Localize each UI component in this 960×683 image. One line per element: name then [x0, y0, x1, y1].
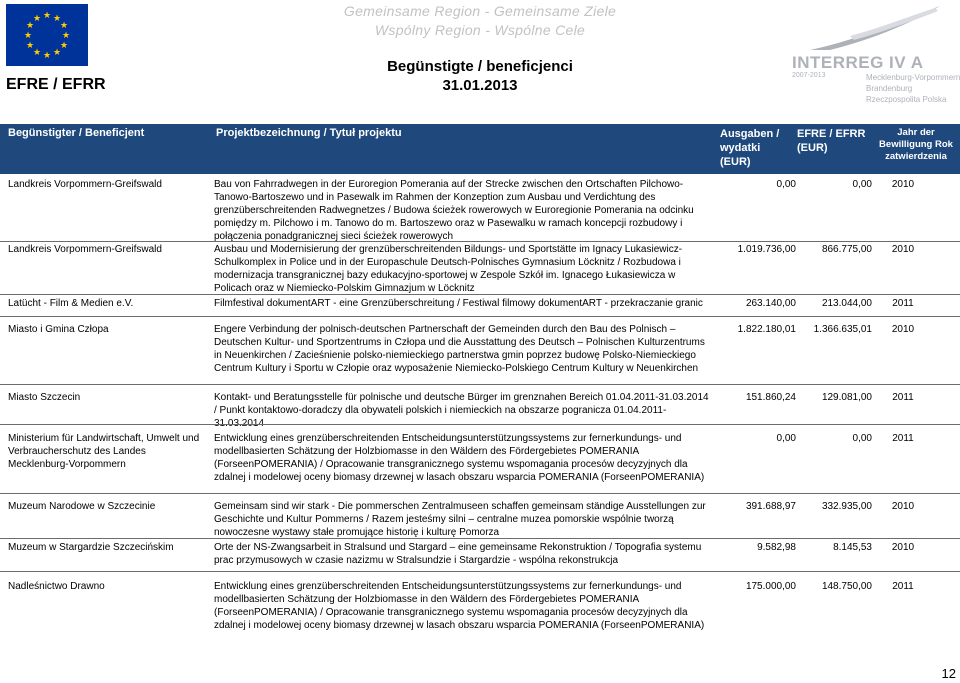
efre-label: EFRE / EFRR [6, 76, 106, 93]
cell-beneficiary: Miasto i Gmina Człopa [8, 324, 109, 335]
cell-beneficiary: Miasto Szczecin [8, 392, 81, 403]
cell-year: 2010 [891, 542, 915, 553]
interreg-partner: Mecklenburg-Vorpommern [866, 73, 960, 82]
cell-efre: 148.750,00 [821, 581, 872, 592]
cell-efre: 8.145,53 [833, 542, 872, 553]
column-header-project: Projektbezeichnung / Tytuł projektu [216, 127, 402, 139]
cell-year: 2011 [892, 298, 914, 309]
cell-year: 2011 [892, 433, 914, 444]
svg-text:★: ★ [42, 51, 52, 61]
column-header-expenses: Ausgaben / wydatki (EUR) [720, 128, 780, 168]
cell-expenses: 1.822.180,01 [737, 324, 796, 335]
cell-project: Filmfestival dokumentART - eine Grenzüberschreitung / Festiwal filmowy dokumentART - przekraczanie granic [214, 298, 703, 309]
cell-beneficiary: Muzeum w Stargardzie Szczecińskim [8, 542, 174, 553]
slogan-line-2: Wspólny Region - Wspólne Cele [374, 22, 586, 38]
cell-project: Engere Verbindung der polnisch-deutschen Partnerschaft der Gemeinden durch den Bau des Polnisch – Deutschen Kultur- und Sportzentrums in Człopa und die Ausstattung des Deutsch – Polnischen Kulturzentrums in Neuenkirchen / Zacieśnienie polsko-niemieckiego partnerstwa gmin poprzez budowę Polsko-Niemieckiego Centrum Kultury i Sportu w Człopie oraz wyposażenie Niemiecko-Polskiego Centrum Kultury w Neuenkirchen [214, 324, 705, 374]
interreg-title: INTERREG IV A [792, 53, 924, 72]
svg-text:★: ★ [59, 41, 69, 51]
row-separator [0, 571, 960, 572]
column-header-year: Jahr der Bewilligung Rok zatwierdzenia [879, 127, 953, 162]
svg-text:★: ★ [32, 14, 42, 24]
cell-expenses: 1.019.736,00 [737, 244, 796, 255]
interreg-swoosh-icon [790, 2, 960, 54]
cell-year: 2010 [891, 179, 915, 190]
cell-expenses: 263.140,00 [745, 298, 796, 309]
cell-expenses: 0,00 [776, 179, 796, 190]
cell-year: 2010 [891, 244, 915, 255]
cell-year: 2011 [892, 392, 914, 403]
cell-beneficiary: Nadleśnictwo Drawno [8, 581, 105, 592]
document-date: 31.01.2013 [442, 77, 518, 94]
cell-expenses: 391.688,97 [745, 501, 796, 512]
cell-efre: 0,00 [852, 179, 872, 190]
svg-text:★: ★ [32, 48, 42, 58]
interreg-partner: Brandenburg [866, 84, 913, 93]
cell-year: 2010 [891, 324, 915, 335]
cell-project: Entwicklung eines grenzüberschreitenden Entscheidungsunterstützungssystems zur fernerkundungs- und modellbasierten Schätzung der Holzbiomasse in den Wäldern des Fördergebietes POMERANIA (ForseenPOMERANIA) / Opracowanie transgranicznego systemu wspomagania procesów decyzyjnych dla zdalnej i modelowej oceny biomasy drzewnej w lasach obszaru wsparcia POMERANIA (ForseenPOMERANIA) [214, 581, 705, 631]
row-separator [0, 493, 960, 494]
cell-expenses: 9.582,98 [757, 542, 796, 553]
cell-project: Bau von Fahrradwegen in der Euroregion Pomerania auf der Strecke zwischen den Ortschaften Pilchowo-Tanowo-Bartoszewo und in Pasewalk im Rahmen der Konzeption zum Ausbau und Verdichtung des grenzüberschreitenden Radwegnetzes / Budowa ścieżek rowerowych w Euroregionie Pomerania na odcinku pomiędzy m. Pilchowo i m. Tanowo do m. Bartoszewo oraz w Pasewalku w ramach koncepcji rozbudowy i połączenia ponadgranicznej sieci ścieżek rowerowych [214, 179, 694, 242]
cell-efre: 866.775,00 [821, 244, 872, 255]
slogan-line-1: Gemeinsame Region - Gemeinsame Ziele [343, 3, 617, 19]
column-header-beneficiary: Begünstigter / Beneficjent [8, 127, 145, 139]
row-separator [0, 294, 960, 295]
cell-project: Entwicklung eines grenzüberschreitenden Entscheidungsunterstützungssystems zur fernerkundungs- und modellbasierten Schätzung der Holzbiomasse in den Wäldern des Fördergebietes POMERANIA (ForseenPOMERANIA) / Opracowanie transgranicznego systemu wspomagania procesów decyzyjnych dla zdalnej i modelowej oceny biomasy drzewnej w lasach obszaru wsparcia POMERANIA (ForseenPOMERANIA) [214, 433, 705, 483]
svg-text:★: ★ [52, 14, 62, 24]
cell-beneficiary: Ministerium für Landwirtschaft, Umwelt und Verbraucherschutz des Landes Mecklenburg-Vorpommern [8, 433, 200, 470]
cell-expenses: 0,00 [776, 433, 796, 444]
cell-efre: 332.935,00 [821, 501, 872, 512]
document-title: Begünstigte / beneficjenci [387, 58, 573, 75]
row-separator [0, 384, 960, 385]
cell-year: 2010 [891, 501, 915, 512]
cell-efre: 1.366.635,01 [813, 324, 872, 335]
svg-text:★: ★ [52, 48, 62, 58]
cell-beneficiary: Muzeum Narodowe w Szczecinie [8, 501, 156, 512]
cell-project: Kontakt- und Beratungsstelle für polnische und deutsche Bürger im grenznahen Bereich 01.04.2011-31.03.2014 / Punkt kontaktowo-doradczy dla obywateli polskich i niemieckich na obszarze pogranicza 01.04.2011-31.03.2014 [214, 392, 709, 429]
svg-text:★: ★ [42, 11, 52, 21]
cell-beneficiary: Latücht - Film & Medien e.V. [8, 298, 134, 309]
table-header [0, 124, 960, 174]
cell-project: Orte der NS-Zwangsarbeit in Stralsund und Stargard – eine gemeinsame Rekonstruktion / Topografia systemu prac przymusowych w czasie nazizmu w Stralsundzie i Stargardzie - wspólna rekonstrukcja [214, 542, 702, 566]
interreg-logo [790, 2, 960, 106]
row-separator [0, 316, 960, 317]
svg-text:★: ★ [61, 31, 71, 41]
page-number: 12 [941, 666, 956, 681]
cell-beneficiary: Landkreis Vorpommern-Greifswald [8, 244, 162, 255]
interreg-partner: Rzeczpospolita Polska [866, 95, 947, 104]
row-separator [0, 241, 960, 242]
svg-text:★: ★ [25, 21, 35, 31]
svg-text:★: ★ [23, 31, 33, 41]
cell-project: Gemeinsam sind wir stark - Die pommerschen Zentralmuseen schaffen gemeinsam ständige Ausstellungen zur Geschichte und Kultur Pommerns / Razem jesteśmy silni – centralne muzea pomorskie wspólnie tworzą nowoczesne wystawy stałe promujące historię i kulturę Pomorza [214, 501, 706, 538]
svg-text:★: ★ [25, 41, 35, 51]
cell-efre: 0,00 [852, 433, 872, 444]
cell-efre: 213.044,00 [821, 298, 872, 309]
svg-text:★: ★ [59, 21, 69, 31]
column-header-efre: EFRE / EFRR (EUR) [797, 128, 866, 154]
cell-beneficiary: Landkreis Vorpommern-Greifswald [8, 179, 162, 190]
interreg-years: 2007-2013 [792, 72, 826, 79]
row-separator [0, 538, 960, 539]
cell-efre: 129.081,00 [821, 392, 872, 403]
cell-project: Ausbau und Modernisierung der grenzüberschreitenden Bildungs- und Sportstätte im Ignacy Lukasiewicz-Schulkomplex in Police und in der Europaschule Deutsch-Polnisches Gymnasium Löcknitz / Rozbudowa i modernizacja transgranicznej bazy edukacyjno-sportowej w Zespole Szkół im. Ignacego Łukasiewicza w Policach oraz w Niemiecko-Polskim Gimnazjum w Löcknitz [214, 244, 683, 294]
cell-year: 2011 [892, 581, 914, 592]
row-separator [0, 424, 960, 425]
cell-expenses: 151.860,24 [745, 392, 796, 403]
cell-expenses: 175.000,00 [745, 581, 796, 592]
